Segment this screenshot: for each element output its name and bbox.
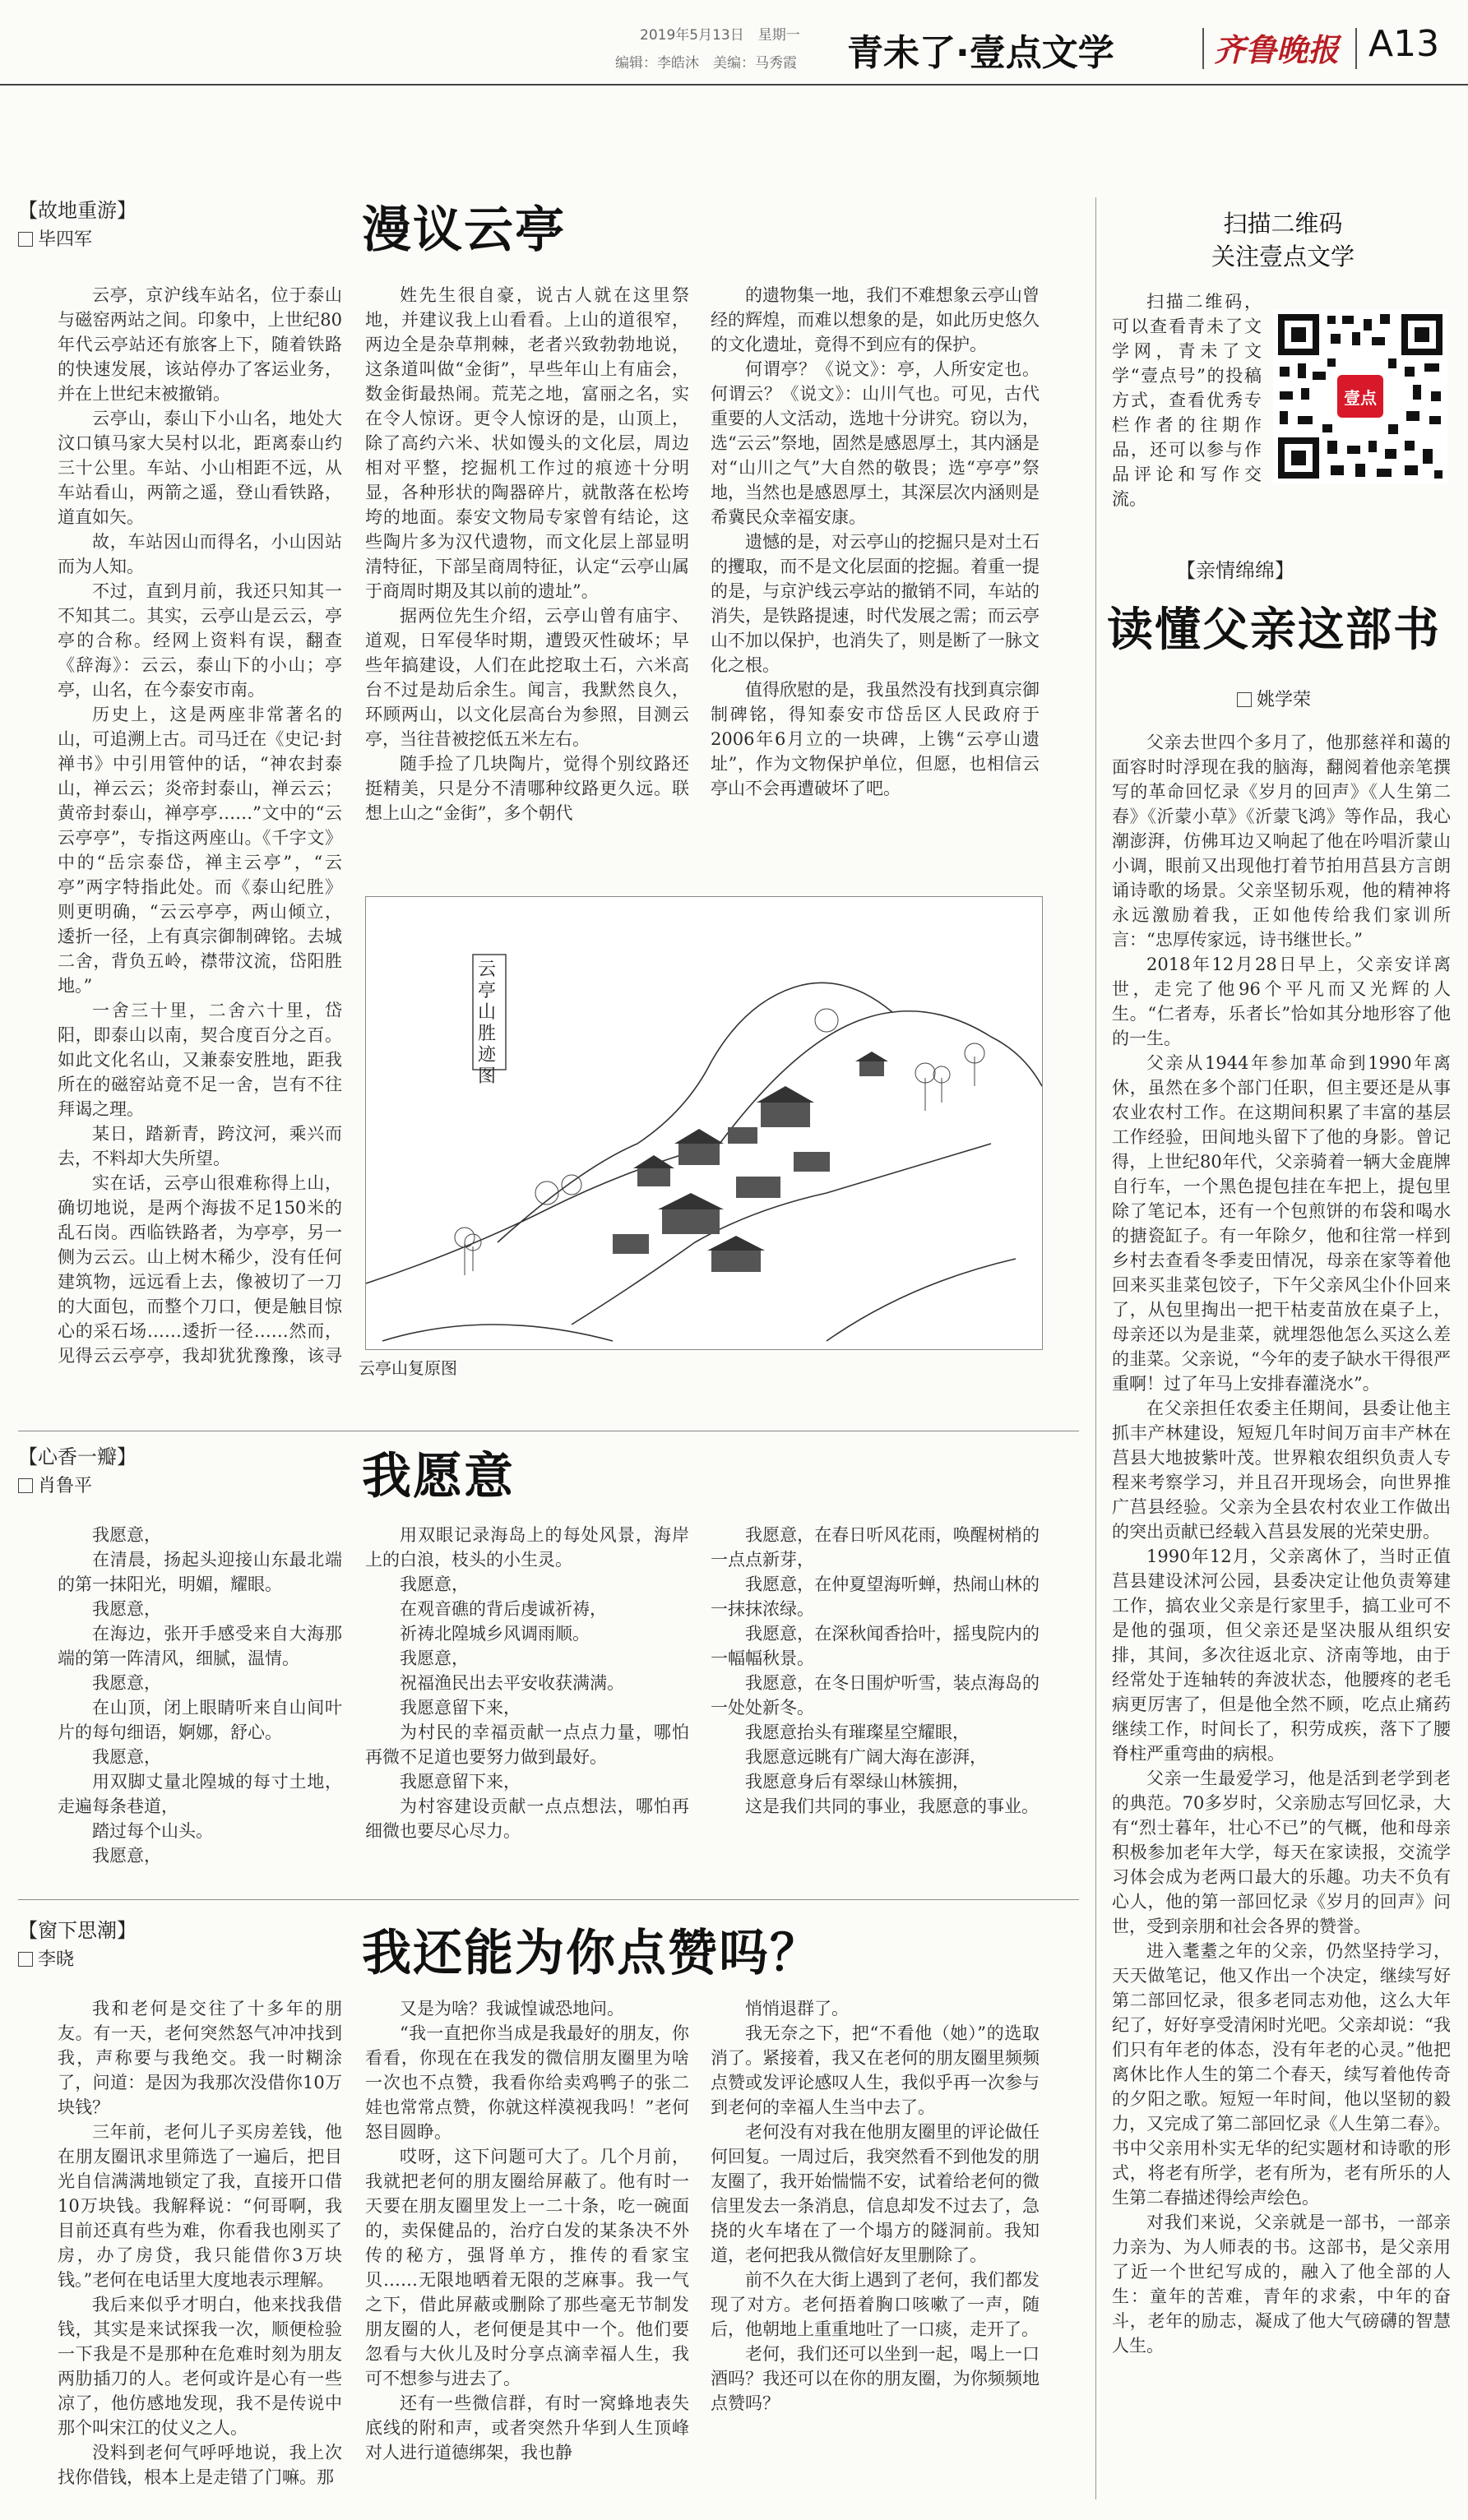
qr-logo-label: 壹点 [1344,388,1377,408]
column-divider [1095,197,1096,2499]
author-byline: 肖鲁平 [18,1472,92,1497]
headline: 我还能为你点赞吗？ [362,1925,821,1982]
article-column-3: 悄悄退群了。 我无奈之下，把“不看他（她）”的选取消了。紧接着，我又在老何的朋友圈里频频点赞或发评论感叹人生，我似乎再一次参与到老何的幸福人生当中去了。 老何没有对我在他朋友圈里的评论做任何回复。一周过后，我突然看不到他发的朋友圈了，我开始惴惴不安，试着给老何的微信里发去一条消息，信息却发不过去了，急挠的火车堵在了一个塌方的隧洞前。我知道，老何把我从微信好友里删除了。 前不久在大街上遇到了老何，我们都发现了对方。老何捂着胸口咳嗽了一声，随后，他朝地上重重地吐了一口痰，走开了。 老何，我们还可以坐到一起，喝上一口酒吗？我还可以在你的朋友圈，为你频频地点赞吗？ [711,1999,1040,2413]
header-divider [1202,28,1204,69]
article-column-2: 姓先生很自豪，说古人就在这里祭地，并建议我上山看看。上山的道很窄，两边全是杂草荆棘，老者兴致勃勃地说，这条道叫做“金街”，早些年山上有庙会，数金街最热闹。荒芜之地，富丽之名，实在令人惊讶。更令人惊讶的是，山顶上，除了高约六米、状如馒头的文化层，周边相对平整，挖掘机工作过的痕迹十分明显，各种形状的陶器碎片，就散落在松垮垮的地面。泰安文物局专家曾有结论，这些陶片多为汉代遗物，而文化层上部显明清特征，下部呈商周特征，认定“云亭山属于商周时期及其以前的遗址”。 据两位先生介绍，云亭山曾有庙宇、道观，日军侵华时期，遭毁灭性破坏；早些年搞建设，人们在此挖取土石，六米高台不过是劫后余生。闻言，我默然良久，环顾两山，以文化层高台为参照，目测云亭，当往昔被挖低五米左右。 随手捡了几块陶片，觉得个别纹路还挺精美，只是分不清哪种纹路更久远。联想上山之“金街”，多个朝代 [365,285,689,823]
section-title: 青未了·壹点文学 [847,32,1114,74]
newspaper-brand-logo: 齐鲁晚报 [1214,31,1340,68]
author-byline: 毕四军 [18,225,92,251]
headline: 我愿意 [362,1448,515,1505]
article-column-1: 云亭，京沪线车站名，位于泰山与磁窑两站之间。印象中，上世纪80年代云亭站还有旅客上下，随着铁路的快速发展，该站停办了客运业务，并在上世纪末被撤销。 云亭山，泰山下小山名，地处大汶口镇马家大吴村以北，距离泰山约三十公里。车站、小山相距不远，从车站看山，两箭之遥，登山看铁路，道直如矢。 故，车站因山而得名，小山因站而为人知。 不过，直到月前，我还只知其一不知其二。其实，云亭山是云云，亭亭的合称。经网上资料有误，翻查《辞海》：云云，泰山下的小山；亭亭，山名，在今泰安市南。 历史上，这是两座非常著名的山，可追溯上古。司马迁在《史记·封禅书》中引用管仲的话，“神农封泰山，禅云云；炎帝封泰山，禅云云；黄帝封泰山，禅亭亭……”文中的“云云亭亭”，专指这两座山。《千字文》中的“岳宗泰岱，禅主云亭”，“云亭”两字特指此处。而《泰山纪胜》则更明确，“云云亭亭，两山倾立，逶折一径，上有真宗御制碑铭。去城二舍，背负五岭，襟带汶流，岱阳胜地。” 一舍三十里，二舍六十里，岱阳，即泰山以南，契合度百分之百。如此文化名山，又兼泰安胜地，距我所在的磁窑站竟不足一舍，岂有不往拜谒之理。 某日，踏新青，跨汶河，乘兴而去，不料却大失所望。 实在话，云亭山很难称得上山，确切地说，是两个海拔不足150米的乱石岗。西临铁路者，为亭亭，另一侧为云云。山上树木稀少，没有任何建筑物，远远看上去，像被切了一刀的大面包，而整个刀口，便是触目惊心的采石场……逶折一径……然而，见得云云亭亭，我却犹犹豫豫，该寻 [58,285,342,1365]
header-rule [0,84,1468,86]
author-byline: 姚学荣 [1237,686,1311,711]
article-separator [18,1899,1079,1900]
illustration-label: 云亭山胜迹图 [478,959,497,1087]
poem-column-2: 用双眼记录海岛上的每处风景，海岸上的白浪，枝头的小生灵。 我愿意， 在观音礁的背后虔诚祈祷， 祈祷北隍城乡风调雨顺。 我愿意， 祝福渔民出去平安收获满满。 我愿意留下来， 为村民的幸福贡献一点点力量，哪怕再微不足道也要努力做到最好。 我愿意留下来， 为村容建设贡献一点点想法，哪怕再细微也要尽心尽力。 [365,1525,689,1841]
qr-heading: 扫描二维码 关注壹点文学 [1211,210,1355,270]
section-label: 【故地重游】 [18,199,137,222]
article-column-2: 又是为啥？我诚惶诚恐地问。 “我一直把你当成是我最好的朋友，你看看，你现在在我发的微信朋友圈里为啥一次也不点赞，我看你给卖鸡鸭子的张二娃也常常点赞，你就这样漠视我吗！”老何怒目圆睁。 哎呀，这下问题可大了。几个月前，我就把老何的朋友圈给屏蔽了。他有时一天要在朋友圈里发上一二十条，吃一碗面的，卖保健品的，治疗白发的某条决不外传的秘方，强肾单方，推传的看家宝贝……无限地晒着无限的芝麻事。我一气之下，借此屏蔽或删除了那些毫无节制发朋友圈的人，老何便是其中一个。他们要忽看与大伙儿及时分享点滴幸福人生，我可不想参与进去了。 还有一些微信群，有时一窝蜂地表失底线的附和声，或者突然升华到人生顶峰对人进行道德绑架，我也静 [365,1999,689,2462]
yunting-illustration [365,896,1043,1350]
article-column-3: 的遗物集一地，我们不难想象云亭山曾经的辉煌，而难以想象的是，如此历史悠久的文化遗址，竟得不到应有的保护。 何谓亭？《说文》：亭，人所安定也。何谓云？《说文》：山川气也。可见，古代重要的人文活动，选地十分讲究。窃以为，选“云云”祭地，固然是感恩厚土，其内涵是对“山川之气”大自然的敬畏；选“亭亭”祭地，当然也是感恩厚土，其深层次内涵则是希冀民众幸福安康。 遗憾的是，对云亭山的挖掘只是对土石的攫取，而不是文化层面的挖掘。着重一提的是，与京沪线云亭站的撤销不同，车站的消失，是铁路提速，时代发展之需；而云亭山不加以保护，也消失了，则是断了一脉文化之根。 值得欣慰的是，我虽然没有找到真宗御制碑铭，得知泰安市岱岳区人民政府于2006年6月立的一块碑，上镌“云亭山遗址”，作为文物保护单位，但愿，也相信云亭山不会再遭破坏了吧。 [711,285,1040,798]
mountain-landscape-drawing [366,897,1042,1349]
issue-date: 2019年5月13日 星期一 [640,27,800,44]
image-caption: 云亭山复原图 [359,1358,457,1378]
headline: 读懂父亲这部书 [1107,603,1441,657]
header-divider [1355,28,1357,69]
editor-credits: 编辑：李皓沐 美编：马秀霞 [615,55,797,72]
qr-code[interactable] [1273,309,1447,483]
section-label: 【窗下思潮】 [18,1919,137,1942]
article-column: 父亲去世四个多月了，他那慈祥和蔼的面容时时浮现在我的脑海，翻阅着他亲笔撰写的革命回忆录《岁月的回声》《人生第二春》《沂蒙小草》《沂蒙飞鸿》等作品，我心潮澎湃，仿佛耳边又响起了他在吟唱沂蒙山小调，眼前又出现他打着节拍用莒县方言朗诵诗歌的场景。父亲坚韧乐观，他的精神将永远激励着我，正如他传给我们家训所言：“忠厚传家远，诗书继世长。” 2018年12月28日早上，父亲安详离世，走完了他96个平凡而又光辉的人生。“仁者寿，乐者长”恰如其分地形容了他的一生。 父亲从1944年参加革命到1990年离休，虽然在多个部门任职，但主要还是从事农业农村工作。在这期间积累了丰富的基层工作经验，田间地头留下了他的身影。曾记得，上世纪80年代，父亲骑着一辆大金鹿牌自行车，一个黑色提包挂在车把上，提包里除了笔记本，还有一个包煎饼的布袋和喝水的搪瓷缸子。有一年除夕，他和往常一样到乡村去查看冬季麦田情况，母亲在家等着他回来买韭菜包饺子，下午父亲风尘仆仆回来了，从包里掏出一把干枯麦苗放在桌子上，母亲还以为是韭菜，就埋怨他怎么买这么差的韭菜。父亲说，“今年的麦子缺水干得很严重啊！过了年马上安排春灌浇水”。 在父亲担任农委主任期间，县委让他主抓丰产林建设，短短几年时间万亩丰产林在莒县大地披紫叶茂。世界粮农组织负责人专程来考察学习，并且召开现场会，向世界推广莒县经验。父亲为全县农村农业工作做出的突出贡献已经载入莒县发展的光荣史册。 1990年12月，父亲离休了，当时正值莒县建设沭河公园，县委决定让他负责筹建工作，搞农业父亲是行家里手，搞工业可不是他的强项，但父亲还是坚决服从组织安排，其间，多次往返北京、济南等地，由于经常处于连轴转的奔波状态，他腰疼的老毛病更厉害了，但是他全然不顾，吃点止痛药继续工作，时间长了，积劳成疾，落下了腰脊柱严重弯曲的病根。 父亲一生最爱学习，他是活到老学到老的典范。70多岁时，父亲励志写回忆录，大有“烈士暮年，壮心不已”的气概，他和母亲积极参加老年大学，每天在家读报，交流学习体会成为老两口最大的乐趣。功夫不负有心人，他的第一部回忆录《岁月的回声》问世，受到亲朋和社会各界的赞誉。 进入耄耋之年的父亲，仍然坚持学习，天天做笔记，他又作出一个决定，继续写好第二部回忆录，很多老同志劝他，这么大年纪了，好好享受清闲时光吧。父亲却说：“我们只有年老的体态，没有年老的心灵。”他把离休比作人生的第二个春天，续写着他传奇的夕阳之歌。短短一年时间，他以坚韧的毅力，又完成了第二部回忆录《人生第二春》。书中父亲用朴实无华的纪实题材和诗歌的形式，将老有所学，老有所为，老有所乐的人生第二春描述得绘声绘色。 对我们来说，父亲就是一部书，一部亲力亲为、为人师表的书。这部书，是父亲用了近一个世纪写成的，融入了他全部的人生：童年的苦难，青年的求索，中年的奋斗，老年的励志，凝成了他大气磅礴的智慧人生。 [1112,733,1451,2356]
article-column-1: 我和老何是交往了十多年的朋友。有一天，老何突然怒气冲冲找到我，声称要与我绝交。我一时糊涂了，问道：是因为我那次没借你10万块钱？ 三年前，老何儿子买房差钱，他在朋友圈讯求里筛选了一遍后，把目光自信满满地锁定了我，直接开口借10万块钱。我解释说：“何哥啊，我目前还真有些为难，你看我也刚买了房，办了房贷，我只能借你3万块钱。”老何在电话里大度地表示理解。 我后来似乎才明白，他来找我借钱，其实是来试探我一次，顺便检验一下我是不是那种在危难时刻为朋友两肋插刀的人。老何或许是心有一些凉了，他仿感地发现，我不是传说中那个叫宋江的仗义之人。 没料到老何气呼呼地说，我上次找你借钱，根本上是走错了门嘛。那 [58,1999,342,2487]
poem-column-3: 我愿意，在春日听风花雨，唤醒树梢的一点点新芽， 我愿意，在仲夏望海听蝉，热闹山林的一抹抹浓绿。 我愿意，在深秋闻香拾叶，摇曳院内的一幅幅秋景。 我愿意，在冬日围炉听雪，装点海岛的一处处新冬。 我愿意抬头有璀璨星空耀眼， 我愿意远眺有广阔大海在澎湃， 我愿意身后有翠绿山林簇拥， 这是我们共同的事业，我愿意的事业。 [711,1525,1040,1816]
author-byline: 李晓 [18,1945,74,1971]
page-number: A13 [1368,23,1440,65]
section-label: 【心香一瓣】 [18,1445,137,1468]
headline: 漫议云亭 [362,201,566,259]
poem-column-1: 我愿意， 在清晨，扬起头迎接山东最北端的第一抹阳光，明媚，耀眼。 我愿意， 在海边，张开手感受来自大海那端的第一阵清风，细腻，温情。 我愿意， 在山顶，闭上眼睛听来自山间叶片的每句细语，婀娜，舒心。 我愿意， 用双脚丈量北隍城的每寸土地，走遍每条巷道， 踏过每个山头。 我愿意， [58,1525,342,1866]
section-label: 【亲情绵绵】 [1176,559,1294,582]
qr-description: 扫描二维码，可以查看青未了文学网，青未了文学“壹点号”的投稿方式，查看优秀专栏作者的往期作品，还可以参与作品评论和写作交流。 [1112,292,1262,509]
